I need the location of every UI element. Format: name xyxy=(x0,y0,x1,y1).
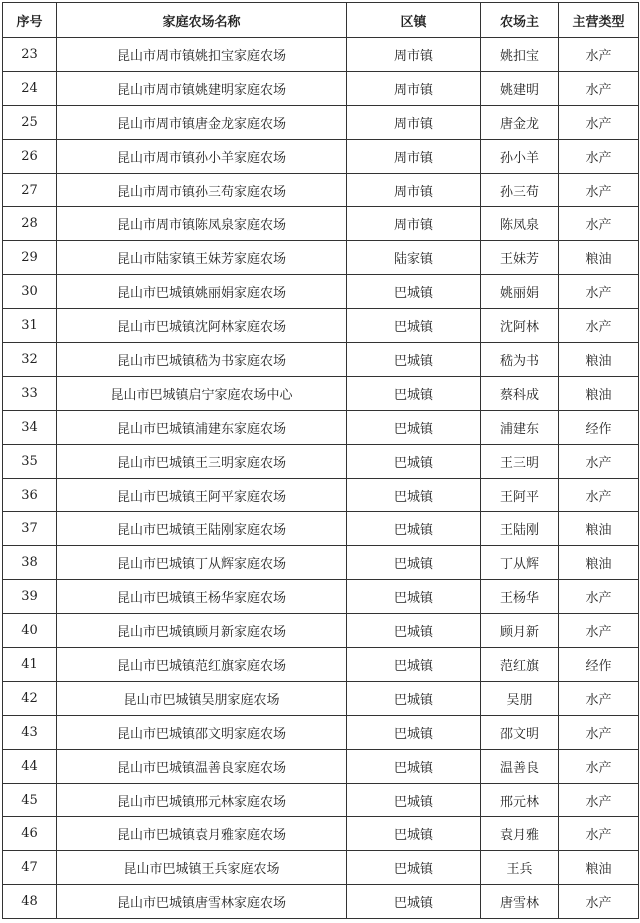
table-row xyxy=(3,343,639,377)
serial-number-cell: 23 xyxy=(3,38,57,72)
serial-number-cell: 43 xyxy=(3,715,57,749)
serial-number-cell: 45 xyxy=(3,783,57,817)
farm-name-cell: 昆山市巴城镇范红旗家庭农场 xyxy=(57,648,347,682)
table-row xyxy=(3,885,639,919)
farm-owner-cell: 陈凤泉 xyxy=(481,207,559,241)
farm-name-cell: 昆山市巴城镇嵇为书家庭农场 xyxy=(57,343,347,377)
main-business-cell: 水产 xyxy=(559,275,639,309)
serial-number-cell: 26 xyxy=(3,139,57,173)
table-row xyxy=(3,105,639,139)
farm-name-cell: 昆山市巴城镇王杨华家庭农场 xyxy=(57,580,347,614)
main-business-cell: 水产 xyxy=(559,173,639,207)
table-row xyxy=(3,241,639,275)
farm-name-cell: 昆山市巴城镇王三明家庭农场 xyxy=(57,444,347,478)
town-cell: 巴城镇 xyxy=(347,275,481,309)
serial-number-cell: 27 xyxy=(3,173,57,207)
serial-number-cell: 41 xyxy=(3,648,57,682)
farm-owner-cell: 姚扣宝 xyxy=(481,38,559,72)
farm-owner-cell: 王杨华 xyxy=(481,580,559,614)
farm-owner-cell: 王三明 xyxy=(481,444,559,478)
farm-name-cell: 昆山市周市镇唐金龙家庭农场 xyxy=(57,105,347,139)
farm-owner-cell: 姚丽娟 xyxy=(481,275,559,309)
table-row xyxy=(3,444,639,478)
table-body xyxy=(3,38,639,919)
main-business-cell: 粮油 xyxy=(559,851,639,885)
farm-owner-cell: 袁月雅 xyxy=(481,817,559,851)
table-row xyxy=(3,38,639,72)
main-business-cell: 水产 xyxy=(559,749,639,783)
header-farm-name: 家庭农场名称 xyxy=(57,3,347,38)
table-row xyxy=(3,309,639,343)
town-cell: 巴城镇 xyxy=(347,885,481,919)
town-cell: 巴城镇 xyxy=(347,478,481,512)
main-business-cell: 粮油 xyxy=(559,512,639,546)
farm-name-cell: 昆山市巴城镇邵文明家庭农场 xyxy=(57,715,347,749)
farm-owner-cell: 嵇为书 xyxy=(481,343,559,377)
main-business-cell: 水产 xyxy=(559,783,639,817)
serial-number-cell: 30 xyxy=(3,275,57,309)
town-cell: 巴城镇 xyxy=(347,749,481,783)
main-business-cell: 粮油 xyxy=(559,241,639,275)
main-business-cell: 水产 xyxy=(559,478,639,512)
farm-owner-cell: 王妹芳 xyxy=(481,241,559,275)
table-row xyxy=(3,546,639,580)
header-town: 区镇 xyxy=(347,3,481,38)
farm-name-cell: 昆山市巴城镇丁从辉家庭农场 xyxy=(57,546,347,580)
serial-number-cell: 34 xyxy=(3,410,57,444)
town-cell: 巴城镇 xyxy=(347,343,481,377)
town-cell: 巴城镇 xyxy=(347,512,481,546)
farm-owner-cell: 唐雪林 xyxy=(481,885,559,919)
town-cell: 巴城镇 xyxy=(347,817,481,851)
serial-number-cell: 39 xyxy=(3,580,57,614)
town-cell: 巴城镇 xyxy=(347,309,481,343)
serial-number-cell: 40 xyxy=(3,614,57,648)
town-cell: 巴城镇 xyxy=(347,851,481,885)
town-cell: 巴城镇 xyxy=(347,376,481,410)
farm-owner-cell: 吴朋 xyxy=(481,681,559,715)
serial-number-cell: 47 xyxy=(3,851,57,885)
table-row xyxy=(3,478,639,512)
table-row xyxy=(3,614,639,648)
table-row xyxy=(3,410,639,444)
town-cell: 周市镇 xyxy=(347,139,481,173)
table-row xyxy=(3,173,639,207)
town-cell: 周市镇 xyxy=(347,71,481,105)
table-row xyxy=(3,783,639,817)
farm-name-cell: 昆山市周市镇孙小羊家庭农场 xyxy=(57,139,347,173)
main-business-cell: 水产 xyxy=(559,105,639,139)
serial-number-cell: 33 xyxy=(3,376,57,410)
farm-owner-cell: 温善良 xyxy=(481,749,559,783)
serial-number-cell: 37 xyxy=(3,512,57,546)
serial-number-cell: 36 xyxy=(3,478,57,512)
main-business-cell: 水产 xyxy=(559,715,639,749)
farm-name-cell: 昆山市周市镇姚扣宝家庭农场 xyxy=(57,38,347,72)
farm-owner-cell: 孙三苟 xyxy=(481,173,559,207)
farm-name-cell: 昆山市巴城镇启宁家庭农场中心 xyxy=(57,376,347,410)
serial-number-cell: 35 xyxy=(3,444,57,478)
farm-name-cell: 昆山市巴城镇温善良家庭农场 xyxy=(57,749,347,783)
town-cell: 巴城镇 xyxy=(347,715,481,749)
town-cell: 周市镇 xyxy=(347,207,481,241)
farm-owner-cell: 王陆刚 xyxy=(481,512,559,546)
table-row xyxy=(3,749,639,783)
serial-number-cell: 44 xyxy=(3,749,57,783)
town-cell: 巴城镇 xyxy=(347,648,481,682)
town-cell: 巴城镇 xyxy=(347,681,481,715)
town-cell: 巴城镇 xyxy=(347,614,481,648)
town-cell: 陆家镇 xyxy=(347,241,481,275)
header-main-business: 主营类型 xyxy=(559,3,639,38)
farm-owner-cell: 顾月新 xyxy=(481,614,559,648)
farm-name-cell: 昆山市巴城镇袁月雅家庭农场 xyxy=(57,817,347,851)
farm-owner-cell: 沈阿林 xyxy=(481,309,559,343)
farm-name-cell: 昆山市周市镇孙三苟家庭农场 xyxy=(57,173,347,207)
table-row xyxy=(3,207,639,241)
farm-owner-cell: 姚建明 xyxy=(481,71,559,105)
table-header-row xyxy=(3,3,639,38)
town-cell: 周市镇 xyxy=(347,105,481,139)
table-row xyxy=(3,512,639,546)
main-business-cell: 水产 xyxy=(559,681,639,715)
serial-number-cell: 28 xyxy=(3,207,57,241)
farm-name-cell: 昆山市巴城镇吴朋家庭农场 xyxy=(57,681,347,715)
table-row xyxy=(3,275,639,309)
farm-owner-cell: 蔡科成 xyxy=(481,376,559,410)
main-business-cell: 粮油 xyxy=(559,376,639,410)
farm-name-cell: 昆山市陆家镇王妹芳家庭农场 xyxy=(57,241,347,275)
town-cell: 巴城镇 xyxy=(347,410,481,444)
main-business-cell: 水产 xyxy=(559,309,639,343)
farm-name-cell: 昆山市巴城镇王阿平家庭农场 xyxy=(57,478,347,512)
town-cell: 巴城镇 xyxy=(347,580,481,614)
header-serial-number: 序号 xyxy=(3,3,57,38)
serial-number-cell: 42 xyxy=(3,681,57,715)
table-row xyxy=(3,580,639,614)
main-business-cell: 经作 xyxy=(559,410,639,444)
town-cell: 周市镇 xyxy=(347,38,481,72)
serial-number-cell: 25 xyxy=(3,105,57,139)
farm-name-cell: 昆山市巴城镇唐雪林家庭农场 xyxy=(57,885,347,919)
table-row xyxy=(3,71,639,105)
serial-number-cell: 24 xyxy=(3,71,57,105)
farm-name-cell: 昆山市巴城镇王兵家庭农场 xyxy=(57,851,347,885)
table-row xyxy=(3,715,639,749)
farm-name-cell: 昆山市巴城镇姚丽娟家庭农场 xyxy=(57,275,347,309)
farm-owner-cell: 邢元林 xyxy=(481,783,559,817)
main-business-cell: 水产 xyxy=(559,38,639,72)
main-business-cell: 经作 xyxy=(559,648,639,682)
farm-name-cell: 昆山市巴城镇王陆刚家庭农场 xyxy=(57,512,347,546)
farm-name-cell: 昆山市周市镇姚建明家庭农场 xyxy=(57,71,347,105)
serial-number-cell: 32 xyxy=(3,343,57,377)
main-business-cell: 水产 xyxy=(559,207,639,241)
main-business-cell: 水产 xyxy=(559,139,639,173)
serial-number-cell: 48 xyxy=(3,885,57,919)
farm-owner-cell: 范红旗 xyxy=(481,648,559,682)
main-business-cell: 水产 xyxy=(559,71,639,105)
farm-name-cell: 昆山市巴城镇沈阿林家庭农场 xyxy=(57,309,347,343)
farm-name-cell: 昆山市巴城镇邢元林家庭农场 xyxy=(57,783,347,817)
town-cell: 巴城镇 xyxy=(347,444,481,478)
town-cell: 周市镇 xyxy=(347,173,481,207)
serial-number-cell: 29 xyxy=(3,241,57,275)
main-business-cell: 水产 xyxy=(559,885,639,919)
table-row xyxy=(3,376,639,410)
farm-name-cell: 昆山市巴城镇顾月新家庭农场 xyxy=(57,614,347,648)
farm-owner-cell: 唐金龙 xyxy=(481,105,559,139)
family-farm-table xyxy=(2,2,639,919)
farm-owner-cell: 王兵 xyxy=(481,851,559,885)
table-row xyxy=(3,817,639,851)
main-business-cell: 粮油 xyxy=(559,546,639,580)
serial-number-cell: 31 xyxy=(3,309,57,343)
table-row xyxy=(3,851,639,885)
farm-name-cell: 昆山市周市镇陈凤泉家庭农场 xyxy=(57,207,347,241)
farm-owner-cell: 邵文明 xyxy=(481,715,559,749)
farm-owner-cell: 丁从辉 xyxy=(481,546,559,580)
farm-owner-cell: 浦建东 xyxy=(481,410,559,444)
serial-number-cell: 46 xyxy=(3,817,57,851)
main-business-cell: 水产 xyxy=(559,580,639,614)
main-business-cell: 水产 xyxy=(559,817,639,851)
table-row xyxy=(3,648,639,682)
header-farm-owner: 农场主 xyxy=(481,3,559,38)
main-business-cell: 粮油 xyxy=(559,343,639,377)
farm-owner-cell: 孙小羊 xyxy=(481,139,559,173)
table-row xyxy=(3,681,639,715)
main-business-cell: 水产 xyxy=(559,444,639,478)
table-row xyxy=(3,139,639,173)
farm-owner-cell: 王阿平 xyxy=(481,478,559,512)
town-cell: 巴城镇 xyxy=(347,546,481,580)
farm-name-cell: 昆山市巴城镇浦建东家庭农场 xyxy=(57,410,347,444)
town-cell: 巴城镇 xyxy=(347,783,481,817)
serial-number-cell: 38 xyxy=(3,546,57,580)
main-business-cell: 水产 xyxy=(559,614,639,648)
